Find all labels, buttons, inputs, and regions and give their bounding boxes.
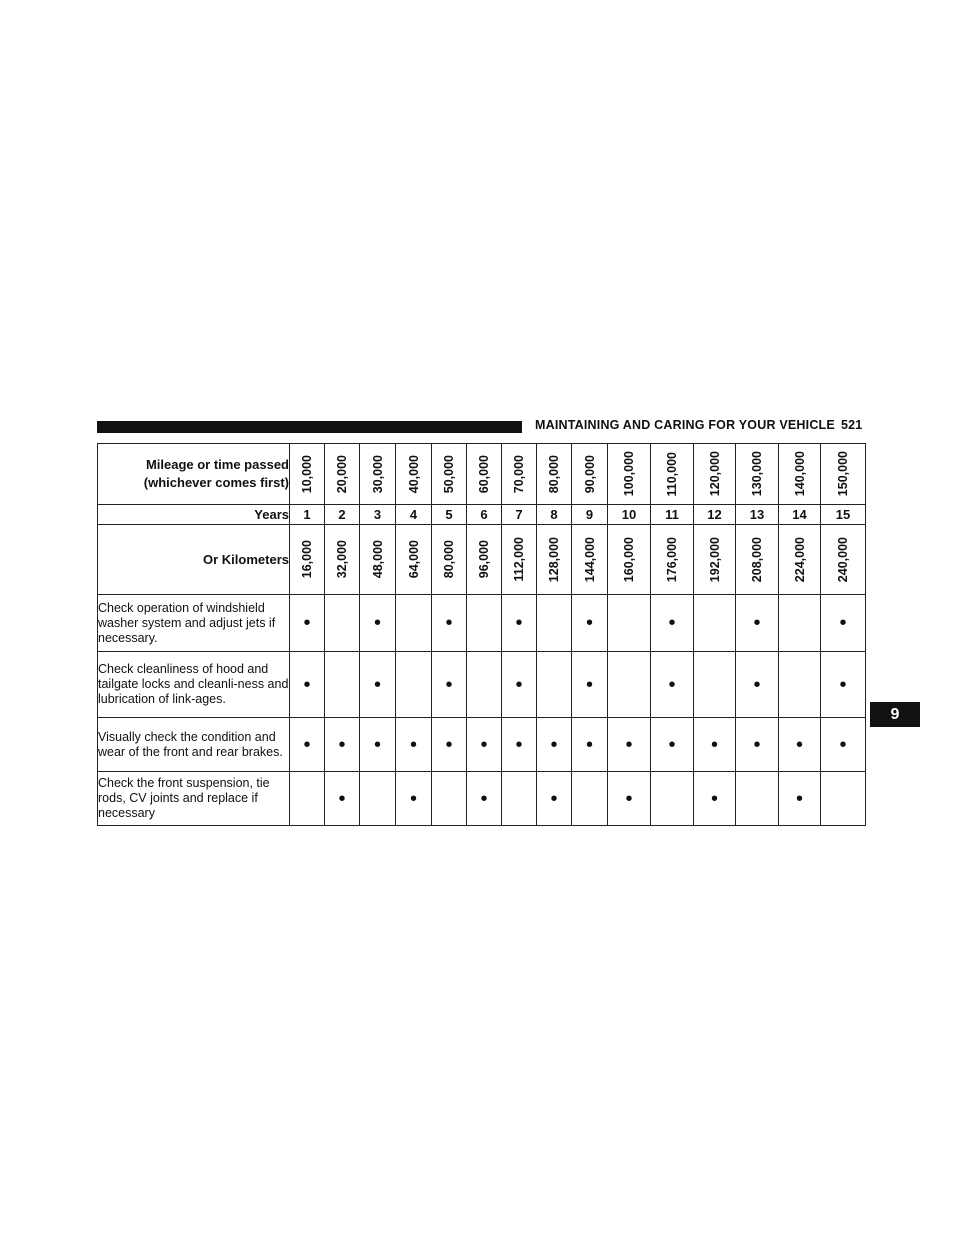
mileage-cell <box>694 444 736 505</box>
task-row <box>98 652 866 718</box>
kilometers-cell <box>290 525 325 595</box>
mileage-cell <box>502 444 537 505</box>
running-header <box>535 418 862 432</box>
empty-cell <box>325 595 360 652</box>
header-rule <box>97 421 522 433</box>
year-cell: 8 <box>537 505 572 525</box>
kilometers-cell <box>467 525 502 595</box>
mileage-value: 40,000 <box>406 454 421 494</box>
section-title: MAINTAINING AND CARING FOR YOUR VEHICLE <box>535 418 835 432</box>
empty-cell <box>325 652 360 718</box>
empty-cell <box>651 772 694 826</box>
mileage-cell <box>572 444 608 505</box>
mileage-row <box>98 444 866 505</box>
mileage-cell <box>608 444 651 505</box>
kilometers-value: 144,000 <box>582 536 597 583</box>
kilometers-cell <box>694 525 736 595</box>
kilometers-cell <box>608 525 651 595</box>
kilometers-value: 64,000 <box>406 540 421 579</box>
mileage-cell <box>467 444 502 505</box>
mileage-value: 100,000 <box>622 451 636 497</box>
empty-cell <box>779 595 821 652</box>
mileage-value: 120,000 <box>707 451 722 497</box>
mileage-cell <box>821 444 866 505</box>
empty-cell <box>608 652 651 718</box>
empty-cell <box>537 595 572 652</box>
kilometers-cell <box>779 525 821 595</box>
mileage-header-line1: Mileage or time passed <box>145 457 289 472</box>
empty-cell <box>467 595 502 652</box>
empty-cell <box>396 595 432 652</box>
task-row <box>98 772 866 826</box>
task-description: Check the front suspension, tie rods, CV joints and replace if necessary <box>98 772 290 826</box>
mileage-cell <box>360 444 396 505</box>
year-cell: 11 <box>651 505 694 525</box>
empty-cell <box>432 772 467 826</box>
year-cell: 14 <box>779 505 821 525</box>
mileage-value: 70,000 <box>512 454 526 494</box>
empty-cell <box>290 772 325 826</box>
service-bullet: • <box>432 652 467 718</box>
empty-cell <box>537 652 572 718</box>
service-bullet: • <box>608 772 651 826</box>
task-row <box>98 718 866 772</box>
mileage-value: 60,000 <box>477 454 491 494</box>
year-cell: 13 <box>736 505 779 525</box>
year-cell: 1 <box>290 505 325 525</box>
year-cell: 9 <box>572 505 608 525</box>
year-cell: 12 <box>694 505 736 525</box>
service-bullet: • <box>467 772 502 826</box>
service-bullet: • <box>736 595 779 652</box>
kilometers-cell <box>572 525 608 595</box>
kilometers-value: 224,000 <box>792 536 807 583</box>
kilometers-value: 48,000 <box>370 540 385 579</box>
service-bullet: • <box>432 595 467 652</box>
empty-cell <box>572 772 608 826</box>
year-cell: 2 <box>325 505 360 525</box>
kilometers-value: 176,000 <box>665 536 679 583</box>
kilometers-value: 192,000 <box>707 536 722 583</box>
year-cell: 3 <box>360 505 396 525</box>
empty-cell <box>360 772 396 826</box>
service-bullet: • <box>467 718 502 772</box>
kilometers-value: 240,000 <box>836 536 850 583</box>
kilometers-cell <box>360 525 396 595</box>
service-bullet: • <box>432 718 467 772</box>
mileage-cell <box>325 444 360 505</box>
mileage-header-line2: (whichever comes first) <box>143 475 289 490</box>
service-bullet: • <box>572 652 608 718</box>
mileage-cell <box>537 444 572 505</box>
service-bullet: • <box>779 718 821 772</box>
service-bullet: • <box>537 772 572 826</box>
kilometers-value: 112,000 <box>512 537 526 582</box>
mileage-cell <box>290 444 325 505</box>
service-bullet: • <box>572 718 608 772</box>
task-description: Check cleanliness of hood and tailgate locks and cleanli-ness and lubrication of link-ages. <box>98 652 290 718</box>
table-body <box>98 444 866 826</box>
service-bullet: • <box>736 718 779 772</box>
service-bullet: • <box>502 718 537 772</box>
mileage-cell <box>651 444 694 505</box>
kilometers-header: Or Kilometers <box>98 525 290 595</box>
empty-cell <box>736 772 779 826</box>
years-row <box>98 505 866 525</box>
kilometers-cell <box>821 525 866 595</box>
service-bullet: • <box>651 718 694 772</box>
service-bullet: • <box>325 772 360 826</box>
years-header: Years <box>98 505 290 525</box>
mileage-value: 110,000 <box>665 451 679 497</box>
mileage-value: 90,000 <box>582 454 597 494</box>
mileage-value: 140,000 <box>792 451 807 497</box>
service-bullet: • <box>608 718 651 772</box>
mileage-value: 150,000 <box>836 451 850 497</box>
mileage-cell <box>736 444 779 505</box>
chapter-tab: 9 <box>870 702 920 727</box>
service-bullet: • <box>779 772 821 826</box>
kilometers-value: 128,000 <box>547 536 561 583</box>
mileage-cell <box>396 444 432 505</box>
kilometers-value: 208,000 <box>750 536 764 583</box>
service-bullet: • <box>290 718 325 772</box>
empty-cell <box>396 652 432 718</box>
year-cell: 5 <box>432 505 467 525</box>
task-description: Visually check the condition and wear of the front and rear brakes. <box>98 718 290 772</box>
service-bullet: • <box>821 718 866 772</box>
task-row <box>98 595 866 652</box>
kilometers-cell <box>537 525 572 595</box>
empty-cell <box>779 652 821 718</box>
service-bullet: • <box>537 718 572 772</box>
service-bullet: • <box>290 652 325 718</box>
service-bullet: • <box>572 595 608 652</box>
mileage-value: 80,000 <box>547 454 561 494</box>
empty-cell <box>467 652 502 718</box>
mileage-value: 20,000 <box>335 454 349 494</box>
page-number: 521 <box>840 418 863 432</box>
empty-cell <box>694 595 736 652</box>
service-bullet: • <box>502 595 537 652</box>
kilometers-cell <box>396 525 432 595</box>
kilometers-value: 32,000 <box>335 540 349 579</box>
service-bullet: • <box>290 595 325 652</box>
service-bullet: • <box>694 772 736 826</box>
task-description: Check operation of windshield washer system and adjust jets if necessary. <box>98 595 290 652</box>
empty-cell <box>608 595 651 652</box>
mileage-header <box>98 444 290 505</box>
maintenance-schedule-table <box>97 443 866 826</box>
service-bullet: • <box>360 652 396 718</box>
empty-cell <box>502 772 537 826</box>
service-bullet: • <box>651 652 694 718</box>
service-bullet: • <box>651 595 694 652</box>
mileage-value: 130,000 <box>750 451 764 497</box>
kilometers-cell <box>325 525 360 595</box>
service-bullet: • <box>360 718 396 772</box>
year-cell: 10 <box>608 505 651 525</box>
kilometers-value: 96,000 <box>477 540 491 579</box>
kilometers-row <box>98 525 866 595</box>
service-bullet: • <box>736 652 779 718</box>
kilometers-value: 160,000 <box>622 536 636 583</box>
year-cell: 4 <box>396 505 432 525</box>
kilometers-cell <box>651 525 694 595</box>
year-cell: 15 <box>821 505 866 525</box>
year-cell: 7 <box>502 505 537 525</box>
service-bullet: • <box>396 772 432 826</box>
mileage-value: 10,000 <box>300 454 314 494</box>
mileage-value: 30,000 <box>370 454 385 494</box>
kilometers-value: 80,000 <box>442 540 456 579</box>
year-cell: 6 <box>467 505 502 525</box>
empty-cell <box>694 652 736 718</box>
kilometers-cell <box>432 525 467 595</box>
service-bullet: • <box>360 595 396 652</box>
kilometers-value: 16,000 <box>300 540 314 579</box>
kilometers-cell <box>502 525 537 595</box>
kilometers-cell <box>736 525 779 595</box>
service-bullet: • <box>821 652 866 718</box>
mileage-cell <box>432 444 467 505</box>
mileage-value: 50,000 <box>442 454 456 494</box>
service-bullet: • <box>821 595 866 652</box>
service-bullet: • <box>396 718 432 772</box>
service-bullet: • <box>694 718 736 772</box>
service-bullet: • <box>502 652 537 718</box>
service-bullet: • <box>325 718 360 772</box>
empty-cell <box>821 772 866 826</box>
mileage-cell <box>779 444 821 505</box>
